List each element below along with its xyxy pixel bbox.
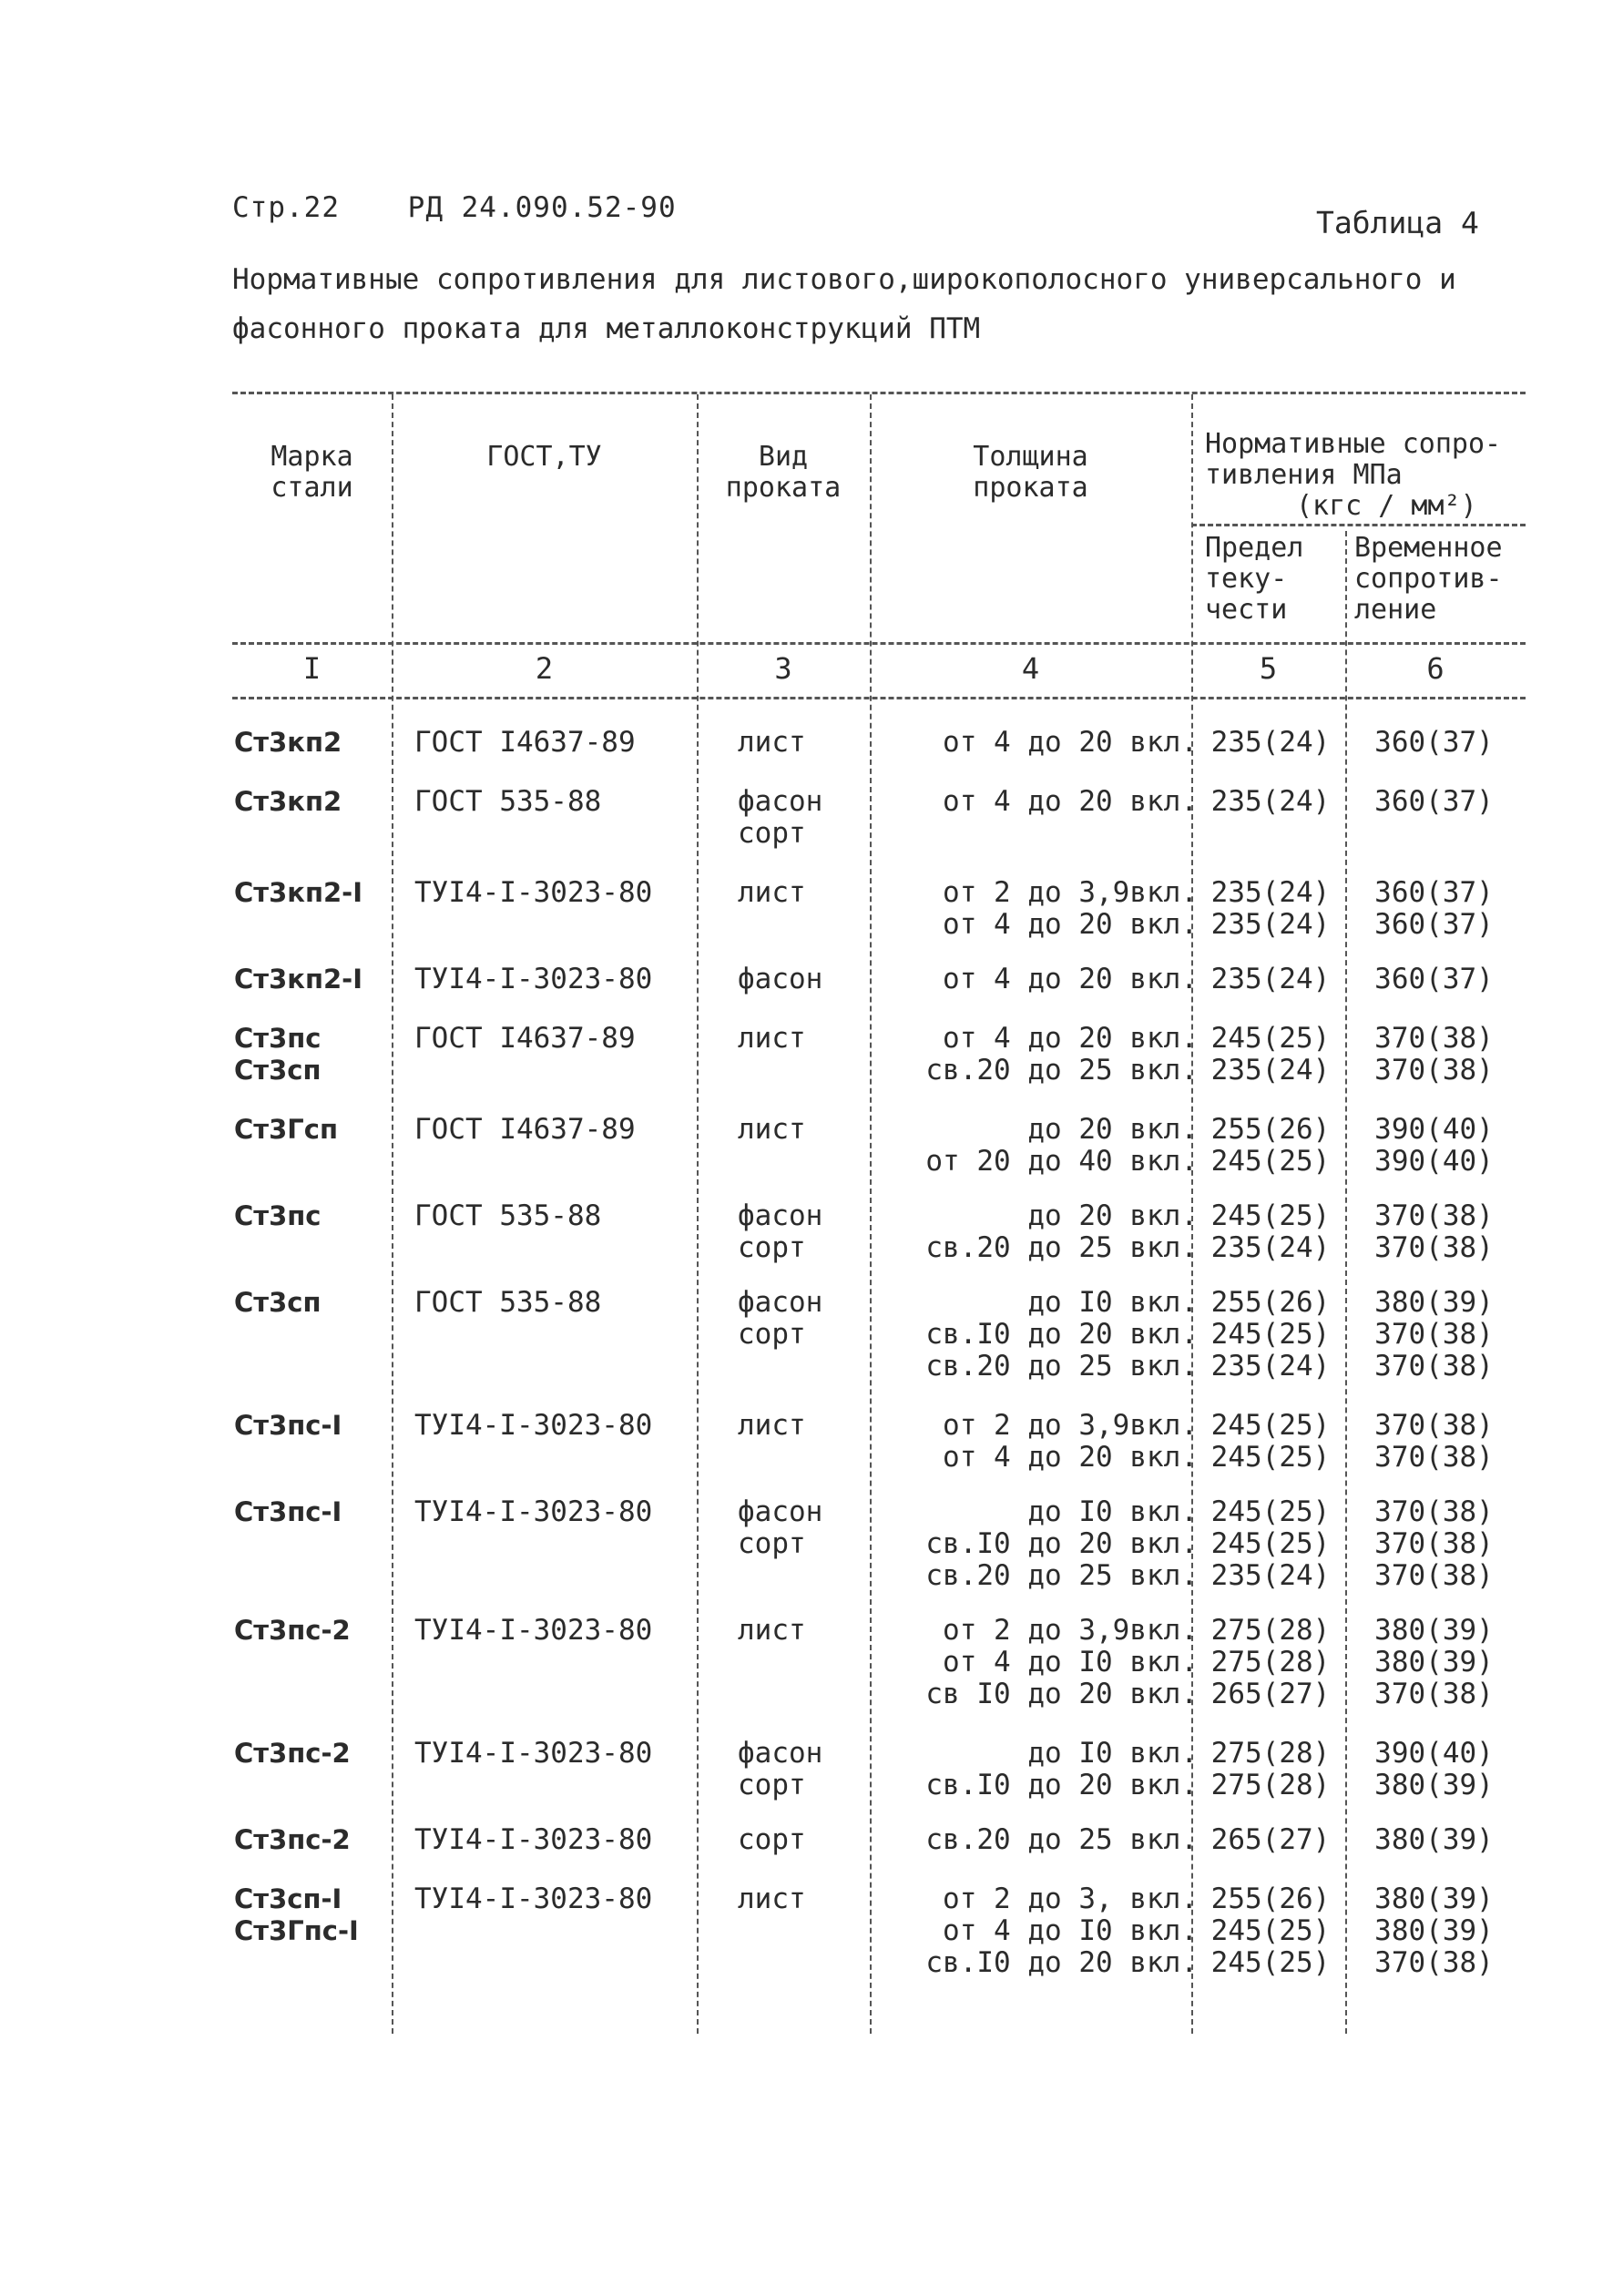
- header-tensile-line-3: ление: [1354, 594, 1437, 626]
- kind-line: лист: [738, 1022, 806, 1055]
- gost-line: ГОСТ 535-88: [414, 1286, 602, 1319]
- cell-grade: [232, 1738, 384, 1770]
- tensile-strength-line: 370(38): [1374, 1495, 1494, 1528]
- cell-kind: [738, 727, 883, 759]
- kind-line: сорт: [738, 1231, 806, 1264]
- cell-thickness: [893, 786, 1198, 818]
- header-yield-line-2: теку-: [1205, 563, 1288, 595]
- yield-strength-line: 245(25): [1210, 1022, 1331, 1055]
- gost-line: ТУI4-I-3023-80: [414, 1737, 653, 1770]
- thickness-line: до I0 вкл.: [1027, 1737, 1198, 1770]
- cell-tensile-strength: [1354, 1287, 1514, 1383]
- thickness-line: св.20 до 25 вкл.: [925, 1350, 1198, 1383]
- header-yield-line-1: Предел: [1205, 532, 1304, 564]
- cell-tensile-strength: [1354, 1496, 1514, 1592]
- thickness-line: от 4 до 20 вкл.: [943, 908, 1198, 941]
- document-code: РД 24.090.52-90: [407, 191, 677, 224]
- yield-strength-line: 235(24): [1210, 908, 1331, 941]
- tensile-strength-line: 380(39): [1374, 1883, 1494, 1915]
- cell-yield-strength: [1202, 1287, 1339, 1383]
- cell-grade: [232, 786, 384, 818]
- cell-gost: [414, 1496, 688, 1528]
- thickness-line: от 20 до 40 вкл.: [925, 1145, 1198, 1178]
- cell-gost: [414, 1824, 688, 1856]
- kind-line: сорт: [738, 817, 806, 850]
- col-number-2: 2: [535, 651, 554, 686]
- gost-line: ГОСТ 535-88: [414, 785, 602, 818]
- thickness-line: св I0 до 20 вкл.: [925, 1678, 1198, 1710]
- yield-strength-line: 255(26): [1210, 1113, 1331, 1146]
- cell-thickness: [893, 1883, 1198, 1979]
- tensile-strength-line: 370(38): [1374, 1678, 1494, 1710]
- cell-tensile-strength: [1354, 786, 1514, 818]
- cell-gost: [414, 1114, 688, 1146]
- kind-line: лист: [738, 1409, 806, 1442]
- cell-grade: [232, 1883, 384, 1947]
- grade-line: Ст3пс: [234, 1200, 322, 1231]
- header-group-line-2: тивления МПа: [1205, 459, 1403, 491]
- kind-line: фасон: [738, 1199, 823, 1232]
- kind-line: сорт: [738, 1318, 806, 1351]
- col-number-1: I: [302, 651, 322, 686]
- col-number-4: 4: [1021, 651, 1040, 686]
- tensile-strength-line: 370(38): [1374, 1054, 1494, 1087]
- thickness-line: св.I0 до 20 вкл.: [925, 1946, 1198, 1979]
- kind-line: сорт: [738, 1823, 806, 1856]
- header-gost-line-1: ГОСТ,ТУ: [486, 441, 602, 473]
- col-divider-5: [1345, 531, 1347, 2034]
- thickness-line: св.20 до 25 вкл.: [925, 1231, 1198, 1264]
- thickness-line: от 4 до 20 вкл.: [943, 963, 1198, 995]
- tensile-strength-line: 370(38): [1374, 1231, 1494, 1264]
- gost-line: ТУI4-I-3023-80: [414, 1883, 653, 1915]
- yield-strength-line: 245(25): [1210, 1145, 1331, 1178]
- kind-line: фасон: [738, 1737, 823, 1770]
- header-tensile-line-1: Временное: [1354, 532, 1503, 564]
- kind-line: лист: [738, 1113, 806, 1146]
- header-bottom-line: [232, 642, 1526, 645]
- cell-yield-strength: [1202, 964, 1339, 995]
- cell-gost: [414, 1883, 688, 1915]
- grade-line: Ст3пс: [234, 1023, 322, 1054]
- grade-line: Ст3пс-I: [234, 1410, 342, 1441]
- yield-strength-line: 235(24): [1210, 726, 1331, 759]
- yield-strength-line: 245(25): [1210, 1318, 1331, 1351]
- cell-yield-strength: [1202, 1738, 1339, 1801]
- cell-thickness: [893, 1023, 1198, 1087]
- grade-line: Ст3кп2-I: [234, 964, 362, 995]
- thickness-line: св.20 до 25 вкл.: [925, 1054, 1198, 1087]
- cell-yield-strength: [1202, 1200, 1339, 1264]
- yield-strength-line: 275(28): [1210, 1614, 1331, 1647]
- thickness-line: от 2 до 3,9вкл.: [943, 1614, 1198, 1647]
- thickness-line: от 4 до 20 вкл.: [943, 726, 1198, 759]
- tensile-strength-line: 370(38): [1374, 1409, 1494, 1442]
- tensile-strength-line: 370(38): [1374, 1441, 1494, 1474]
- cell-thickness: [893, 1410, 1198, 1474]
- cell-yield-strength: [1202, 786, 1339, 818]
- cell-kind: [738, 1287, 883, 1351]
- thickness-line: от 4 до 20 вкл.: [943, 1022, 1198, 1055]
- yield-strength-line: 235(24): [1210, 1054, 1331, 1087]
- cell-gost: [414, 1200, 688, 1232]
- cell-thickness: [893, 1114, 1198, 1178]
- cell-gost: [414, 1287, 688, 1319]
- yield-strength-line: 245(25): [1210, 1199, 1331, 1232]
- header-grade-line-2: стали: [270, 472, 353, 504]
- gost-line: ТУI4-I-3023-80: [414, 1409, 653, 1442]
- cell-gost: [414, 1615, 688, 1647]
- kind-line: сорт: [738, 1527, 806, 1560]
- header-group-line-3: (кгс / мм²): [1296, 490, 1477, 522]
- table-caption: Нормативные сопротивления для листового,широкополосного универсального и фасонного проката для металлоконструкций ПТМ: [232, 263, 1456, 345]
- numbers-bottom-line: [232, 697, 1526, 699]
- thickness-line: от 2 до 3,9вкл.: [943, 1409, 1198, 1442]
- header-thickness-line-2: проката: [973, 472, 1088, 504]
- cell-yield-strength: [1202, 1114, 1339, 1178]
- grade-line: Ст3кп2: [234, 786, 342, 817]
- cell-grade: [232, 1496, 384, 1528]
- tensile-strength-line: 380(39): [1374, 1823, 1494, 1856]
- col-number-6: 6: [1426, 651, 1444, 686]
- cell-tensile-strength: [1354, 727, 1514, 759]
- thickness-line: от 4 до 20 вкл.: [943, 785, 1198, 818]
- thickness-line: св.I0 до 20 вкл.: [925, 1527, 1198, 1560]
- tensile-strength-line: 380(39): [1374, 1769, 1494, 1801]
- tensile-strength-line: 370(38): [1374, 1946, 1494, 1979]
- tensile-strength-line: 360(37): [1374, 908, 1494, 941]
- cell-yield-strength: [1202, 1410, 1339, 1474]
- grade-line: Ст3кп2: [234, 727, 342, 758]
- cell-thickness: [893, 877, 1198, 941]
- cell-gost: [414, 877, 688, 909]
- tensile-strength-line: 360(37): [1374, 726, 1494, 759]
- cell-yield-strength: [1202, 877, 1339, 941]
- yield-strength-line: 245(25): [1210, 1946, 1331, 1979]
- yield-strength-line: 275(28): [1210, 1737, 1331, 1770]
- yield-strength-line: 265(27): [1210, 1823, 1331, 1856]
- grade-line: Ст3сп-I: [234, 1883, 342, 1914]
- yield-strength-line: 245(25): [1210, 1495, 1331, 1528]
- cell-gost: [414, 1738, 688, 1770]
- cell-kind: [738, 1114, 883, 1146]
- cell-grade: [232, 1287, 384, 1319]
- cell-grade: [232, 1824, 384, 1856]
- kind-line: фасон: [738, 785, 823, 818]
- yield-strength-line: 275(28): [1210, 1769, 1331, 1801]
- page-header: [232, 191, 677, 224]
- gost-line: ТУI4-I-3023-80: [414, 1823, 653, 1856]
- cell-grade: [232, 1114, 384, 1146]
- cell-gost: [414, 1023, 688, 1055]
- thickness-line: от 4 до I0 вкл.: [943, 1646, 1198, 1679]
- gost-line: ТУI4-I-3023-80: [414, 1495, 653, 1528]
- kind-line: лист: [738, 1614, 806, 1647]
- group-underline: [1191, 524, 1526, 526]
- yield-strength-line: 255(26): [1210, 1286, 1331, 1319]
- yield-strength-line: 235(24): [1210, 1559, 1331, 1592]
- header-yield: [1205, 533, 1342, 626]
- thickness-line: от 4 до I0 вкл.: [943, 1914, 1198, 1947]
- tensile-strength-line: 370(38): [1374, 1318, 1494, 1351]
- cell-grade: [232, 1615, 384, 1647]
- cell-yield-strength: [1202, 1824, 1339, 1856]
- cell-grade: [232, 877, 384, 909]
- header-grade: [232, 442, 392, 504]
- cell-thickness: [893, 964, 1198, 995]
- kind-line: лист: [738, 1883, 806, 1915]
- cell-grade: [232, 1023, 384, 1087]
- tensile-strength-line: 360(37): [1374, 876, 1494, 909]
- cell-thickness: [893, 1200, 1198, 1264]
- kind-line: фасон: [738, 1286, 823, 1319]
- thickness-line: св.20 до 25 вкл.: [925, 1559, 1198, 1592]
- header-group-line-1: Нормативные сопро-: [1205, 428, 1502, 460]
- col-divider-2: [697, 394, 699, 2034]
- yield-strength-line: 255(26): [1210, 1883, 1331, 1915]
- grade-line: Ст3пс-I: [234, 1496, 342, 1527]
- yield-strength-line: 245(25): [1210, 1409, 1331, 1442]
- tensile-strength-line: 370(38): [1374, 1527, 1494, 1560]
- tensile-strength-line: 380(39): [1374, 1614, 1494, 1647]
- cell-thickness: [893, 1496, 1198, 1592]
- cell-gost: [414, 727, 688, 759]
- cell-tensile-strength: [1354, 1114, 1514, 1178]
- cell-yield-strength: [1202, 1615, 1339, 1710]
- cell-tensile-strength: [1354, 1738, 1514, 1801]
- header-grade-line-1: Марка: [270, 441, 353, 473]
- cell-tensile-strength: [1354, 1200, 1514, 1264]
- tensile-strength-line: 370(38): [1374, 1350, 1494, 1383]
- cell-yield-strength: [1202, 1496, 1339, 1592]
- col-divider-1: [392, 394, 393, 2034]
- cell-kind: [738, 877, 883, 909]
- header-kind-line-2: проката: [725, 472, 842, 504]
- grade-line: Ст3пс-2: [234, 1615, 351, 1646]
- gost-line: ТУI4-I-3023-80: [414, 876, 653, 909]
- gost-line: ГОСТ I4637-89: [414, 726, 636, 759]
- col-number-5: 5: [1259, 651, 1278, 686]
- cell-grade: [232, 964, 384, 995]
- cell-tensile-strength: [1354, 1824, 1514, 1856]
- cell-kind: [738, 1023, 883, 1055]
- cell-kind: [738, 1496, 883, 1560]
- tensile-strength-line: 380(39): [1374, 1286, 1494, 1319]
- cell-tensile-strength: [1354, 1883, 1514, 1979]
- gost-line: ГОСТ I4637-89: [414, 1022, 636, 1055]
- cell-thickness: [893, 727, 1198, 759]
- grade-line: Ст3Гсп: [234, 1114, 338, 1145]
- grade-line: Ст3Гпс-I: [234, 1915, 359, 1946]
- kind-line: фасон: [738, 1495, 823, 1528]
- strength-table: [232, 392, 1526, 2052]
- yield-strength-line: 235(24): [1210, 1350, 1331, 1383]
- kind-line: сорт: [738, 1769, 806, 1801]
- cell-tensile-strength: [1354, 1023, 1514, 1087]
- thickness-line: до I0 вкл.: [1027, 1286, 1198, 1319]
- cell-kind: [738, 1883, 883, 1915]
- gost-line: ГОСТ I4637-89: [414, 1113, 636, 1146]
- cell-kind: [738, 786, 883, 850]
- thickness-line: от 4 до 20 вкл.: [943, 1441, 1198, 1474]
- yield-strength-line: 275(28): [1210, 1646, 1331, 1679]
- thickness-line: от 2 до 3,9вкл.: [943, 876, 1198, 909]
- yield-strength-line: 235(24): [1210, 785, 1331, 818]
- yield-strength-line: 265(27): [1210, 1678, 1331, 1710]
- cell-thickness: [893, 1824, 1198, 1856]
- yield-strength-line: 235(24): [1210, 963, 1331, 995]
- header-tensile-line-2: сопротив-: [1354, 563, 1503, 595]
- header-yield-line-3: чести: [1205, 594, 1288, 626]
- cell-kind: [738, 1738, 883, 1801]
- cell-thickness: [893, 1615, 1198, 1710]
- cell-tensile-strength: [1354, 1615, 1514, 1710]
- cell-kind: [738, 1410, 883, 1442]
- cell-yield-strength: [1202, 1883, 1339, 1979]
- cell-kind: [738, 1824, 883, 1856]
- tensile-strength-line: 390(40): [1374, 1737, 1494, 1770]
- thickness-line: св.20 до 25 вкл.: [925, 1823, 1198, 1856]
- cell-yield-strength: [1202, 1023, 1339, 1087]
- col-number-3: 3: [774, 651, 792, 686]
- header-strength-group: [1205, 429, 1526, 522]
- thickness-line: до I0 вкл.: [1027, 1495, 1198, 1528]
- thickness-line: св.I0 до 20 вкл.: [925, 1318, 1198, 1351]
- grade-line: Ст3сп: [234, 1287, 322, 1318]
- kind-line: лист: [738, 876, 806, 909]
- page-number: Стр.22: [232, 191, 340, 224]
- grade-line: Ст3пс-2: [234, 1738, 351, 1769]
- yield-strength-line: 235(24): [1210, 876, 1331, 909]
- tensile-strength-line: 390(40): [1374, 1145, 1494, 1178]
- cell-tensile-strength: [1354, 1410, 1514, 1474]
- grade-line: Ст3кп2-I: [234, 877, 362, 908]
- tensile-strength-line: 360(37): [1374, 785, 1494, 818]
- cell-kind: [738, 1200, 883, 1264]
- tensile-strength-line: 360(37): [1374, 963, 1494, 995]
- yield-strength-line: 245(25): [1210, 1441, 1331, 1474]
- thickness-line: до 20 вкл.: [1027, 1113, 1198, 1146]
- kind-line: фасон: [738, 963, 823, 995]
- cell-grade: [232, 1410, 384, 1442]
- gost-line: ТУI4-I-3023-80: [414, 963, 653, 995]
- tensile-strength-line: 380(39): [1374, 1646, 1494, 1679]
- tensile-strength-line: 390(40): [1374, 1113, 1494, 1146]
- cell-grade: [232, 1200, 384, 1232]
- thickness-line: от 2 до 3, вкл.: [943, 1883, 1198, 1915]
- tensile-strength-line: 370(38): [1374, 1022, 1494, 1055]
- cell-gost: [414, 1410, 688, 1442]
- cell-thickness: [893, 1287, 1198, 1383]
- header-kind-line-1: Вид: [758, 441, 809, 473]
- tensile-strength-line: 380(39): [1374, 1914, 1494, 1947]
- gost-line: ТУI4-I-3023-80: [414, 1614, 653, 1647]
- thickness-line: до 20 вкл.: [1027, 1199, 1198, 1232]
- tensile-strength-line: 370(38): [1374, 1559, 1494, 1592]
- cell-yield-strength: [1202, 727, 1339, 759]
- cell-thickness: [893, 1738, 1198, 1801]
- cell-tensile-strength: [1354, 877, 1514, 941]
- header-thickness-line-1: Толщина: [973, 441, 1088, 473]
- cell-gost: [414, 786, 688, 818]
- header-gost: [392, 442, 697, 473]
- tensile-strength-line: 370(38): [1374, 1199, 1494, 1232]
- header-kind: [697, 442, 870, 504]
- header-tensile: [1354, 533, 1526, 626]
- cell-tensile-strength: [1354, 964, 1514, 995]
- thickness-line: св.I0 до 20 вкл.: [925, 1769, 1198, 1801]
- kind-line: лист: [738, 726, 806, 759]
- cell-kind: [738, 1615, 883, 1647]
- cell-grade: [232, 727, 384, 759]
- yield-strength-line: 245(25): [1210, 1527, 1331, 1560]
- grade-line: Ст3пс-2: [234, 1824, 351, 1855]
- cell-gost: [414, 964, 688, 995]
- yield-strength-line: 235(24): [1210, 1231, 1331, 1264]
- header-thickness: [870, 442, 1191, 504]
- cell-kind: [738, 964, 883, 995]
- yield-strength-line: 245(25): [1210, 1914, 1331, 1947]
- grade-line: Ст3сп: [234, 1055, 322, 1086]
- gost-line: ГОСТ 535-88: [414, 1199, 602, 1232]
- table-label: Таблица 4: [1316, 205, 1479, 240]
